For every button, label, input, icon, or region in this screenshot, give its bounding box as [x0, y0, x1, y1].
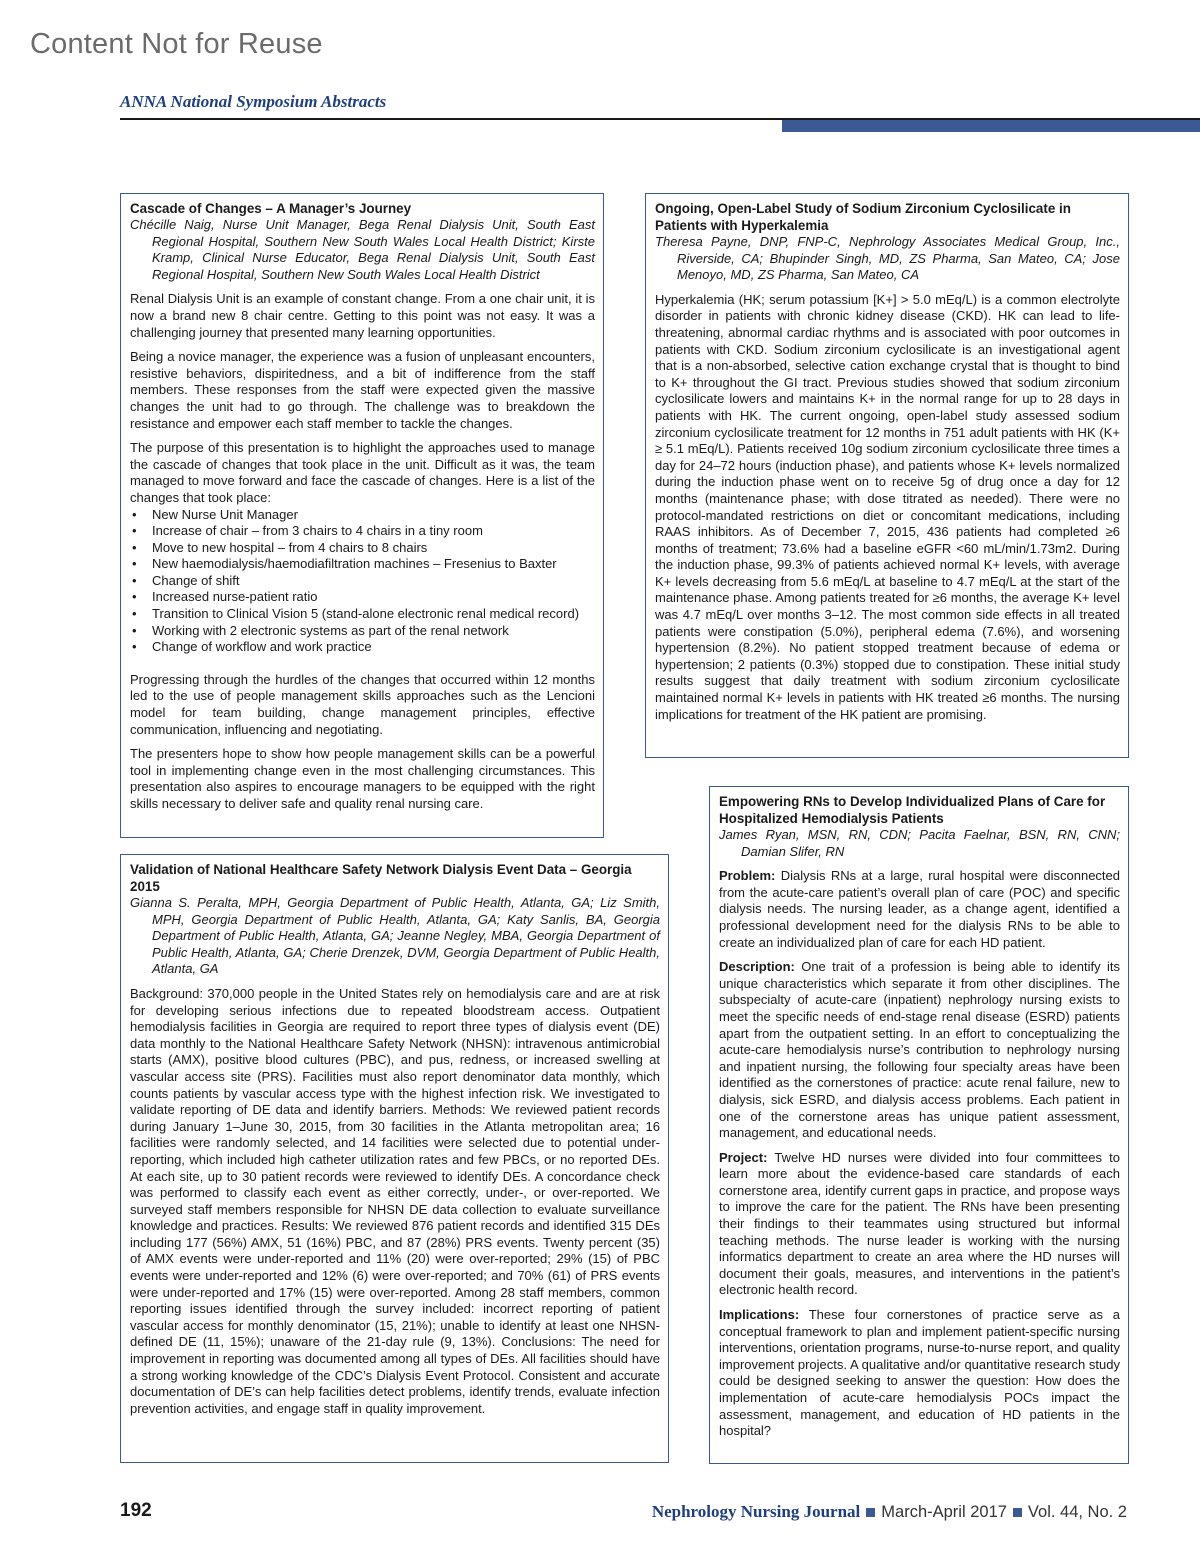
abstract-cascade-of-changes: [120, 193, 604, 838]
page-number: 192: [120, 1500, 152, 1521]
abstract-authors: James Ryan, MSN, RN, CDN; Pacita Faelnar, BSN, RN, CNN; Damian Slifer, RN: [719, 827, 1120, 859]
running-head: ANNA National Symposium Abstracts: [120, 92, 387, 111]
list-item: • Increase of chair – from 3 chairs to 4 chairs in a tiny room: [130, 523, 595, 540]
separator-square-icon: [866, 1508, 875, 1517]
list-item: • New haemodialysis/haemodiafiltration machines – Fresenius to Baxter: [130, 556, 595, 573]
section-label: Implications:: [719, 1307, 800, 1323]
abstract-section-project: [719, 1150, 1120, 1299]
list-item: • Move to new hospital – from 4 chairs to 8 chairs: [130, 540, 595, 557]
watermark: Content Not for Reuse: [30, 28, 323, 60]
abstract-section-description: [719, 959, 1120, 1142]
section-text: Twelve HD nurses were divided into four committees to learn more about the evidence-based care standards of each cornerstone area, identify current gaps in practice, and propose ways to improve the care for the patient. The RNs have been presenting their findings to their teammates using structured but informal teaching methods. The nurse leader is working with the nursing informatics department to create an area where the HD nurses will document their goals, measures, and interventions in the patient’s electronic health record.: [719, 1149, 1120, 1298]
abstract-authors: Theresa Payne, DNP, FNP-C, Nephrology Associates Medical Group, Inc., Riverside, CA; Bhupinder Singh, MD, ZS Pharma, San Mateo, CA; Jose Menoyo, MD, ZS Pharma, San Mateo, CA: [655, 234, 1120, 283]
abstract-authors: Chécille Naig, Nurse Unit Manager, Bega Renal Dialysis Unit, South East Regional Hospital, Southern New South Wales Local Health District; Kirste Kramp, Clinical Nurse Educator, Bega Renal Dialysis Unit, South East Regional Hospital, Southern New South Wales Local Health District: [130, 217, 595, 282]
abstract-hyperkalemia-study: [645, 193, 1129, 758]
abstract-title: Cascade of Changes – A Manager’s Journey: [130, 201, 412, 216]
abstract-nhsn-validation: [120, 854, 669, 1463]
journal-issue: March-April 2017: [881, 1503, 1007, 1521]
section-text: Dialysis RNs at a large, rural hospital were disconnected from the acute-care patient’s overall plan of care (POC) and specific dialysis needs. The nursing leader, as a change agent, identified a professional development need for the dialysis RNs to be able to create an individualized plan of care for each HD patient.: [719, 868, 1120, 950]
abstract-paragraph: The purpose of this presentation is to highlight the approaches used to manage the cascade of changes that took place in the unit. Difficult as it was, the team managed to move forward and face the cascade of changes. Here is a list of the changes that took place:: [130, 440, 595, 505]
journal-footer: [652, 1502, 1127, 1522]
list-item: • Working with 2 electronic systems as part of the renal network: [130, 623, 595, 640]
section-text: One trait of a profession is being able to identify its unique characteristics which separate it from other disciplines. The subspecialty of acute-care (inpatient) nephrology nursing exists to meet the specific needs of end-stage renal disease (ESRD) patients apart from the outpatient setting. In an effort to conceptualizing the acute-care hemodialysis nurse’s contribution to nephrology nursing and inpatient nursing, the following four specialty areas have been identified as the cornerstones of practice: acute renal failure, new to dialysis, sick ESRD, and dialysis access problems. Each patient in one of the cornerstone areas has unique patient assessment, management, and educational needs.: [719, 959, 1120, 1141]
abstract-title: Empowering RNs to Develop Individualized Plans of Care for Hospitalized Hemodialysis Patients: [719, 794, 1106, 826]
journal-volume: Vol. 44, No. 2: [1027, 1503, 1127, 1521]
list-item: • New Nurse Unit Manager: [130, 507, 595, 524]
abstract-paragraph: Being a novice manager, the experience was a fusion of unpleasant encounters, resistive behaviors, dispiritedness, and a bit of indifference from the staff members. These responses from the staff were expected given the massive changes the unit had to go through. The challenge was to breakdown the resistance and empower each staff member to tackle the changes.: [130, 349, 595, 431]
list-item: • Increased nurse-patient ratio: [130, 589, 595, 606]
section-label: Description:: [719, 959, 795, 975]
list-item: • Change of shift: [130, 573, 595, 590]
section-text: These four cornerstones of practice serve as a conceptual framework to plan and implement patient-specific nursing interventions, orientation programs, nurse-to-nurse report, and quality improvement projects. A qualitative and/or quantitative research study could be designed seeking to answer the question: How does the implementation of acute-care hemodialysis POCs impact the assessment, management, and education of HD patients in the hospital?: [719, 1307, 1120, 1439]
abstract-authors: Gianna S. Peralta, MPH, Georgia Department of Public Health, Atlanta, GA; Liz Smith, MPH, Georgia Department of Public Health, Atlanta, GA; Katy Sanlis, BA, Georgia Department of Public Health, Atlanta, GA; Jeanne Negley, MBA, Georgia Department of Public Health, Atlanta, GA; Cherie Drenzek, DVM, Georgia Department of Public Health, Atlanta, GA: [130, 895, 660, 977]
section-label: Project:: [719, 1149, 768, 1165]
abstract-title: Validation of National Healthcare Safety Network Dialysis Event Data – Georgia 2015: [130, 862, 632, 894]
journal-name: Nephrology Nursing Journal: [651, 1502, 861, 1521]
abstract-paragraph: Progressing through the hurdles of the changes that occurred within 12 months led to the use of people management skills approaches such as the Lencioni model for team building, change management principles, effective communication, influencing and negotiating.: [130, 671, 595, 737]
changes-list: [130, 507, 595, 656]
abstract-empowering-rns: [709, 786, 1129, 1464]
separator-square-icon: [1013, 1508, 1022, 1517]
abstract-paragraph: Renal Dialysis Unit is an example of constant change. From a one chair unit, it is now a brand new 8 chair centre. Getting to this point was not easy. It was a challenging journey that presented many learning opportunities.: [130, 291, 595, 340]
abstract-paragraph: The presenters hope to show how people management skills can be a powerful tool in implementing change even in the most challenging circumstances. This presentation also aspires to encourage managers to be equipped with the right skills necessary to deliver safe and quality renal nursing care.: [130, 746, 595, 811]
abstract-section-implications: [719, 1307, 1120, 1440]
abstract-paragraph: Background: 370,000 people in the United States rely on hemodialysis care and are at risk for developing serious infections due to repeated bloodstream access. Outpatient hemodialysis facilities in Georgia are required to report three types of dialysis event (DE) data monthly to the National Healthcare Safety Network (NHSN): intravenous antimicrobial starts (AMX), positive blood cultures (PBC), and pus, redness, or increased swelling at vascular access site (PRS). Facilities must also report denominator data monthly, which counts patients by vascular access type with the highest infection risk. We investigated to validate reporting of DE data and identify barriers. Methods: We reviewed patient records during January 1–June 30, 2015, from 30 facilities in the Atlanta metropolitan area; 16 facilities were randomly selected, and 14 facilities were selected due to potential under-reporting, which included high catheter utilization rates and few PBCs, or no reported DEs. At each site, up to 30 patient records were reviewed to identify DEs. A concordance check was performed to classify each event as either correctly, under-, or over-reported. We surveyed staff members responsible for NHSN DE data collection to evaluate surveillance knowledge and practices. Results: We reviewed 876 patient records and identified 315 DEs including 177 (56%) AMX, 51 (16%) PBC, and 87 (28%) PRS events. Twenty percent (35) of AMX events were under-reported and 11% (20) were over-reported; 29% (15) of PBC events were under-reported and 12% (6) were over-reported; and 70% (61) of PRS events were under-reported and 17% (15) were over-reported. Among 28 staff members, common reporting issues identified through the survey included: incorrect reporting of patient vascular access for monthly denominator (15, 21%); unable to identify at least one NHSN-defined DE (11, 15%); unaware of the 21-day rule (9, 13%). Conclusions: The need for improvement in reporting was documented among all types of DEs. All facilities should have a strong working knowledge of the CDC’s Dialysis Event Protocol. Consistent and accurate documentation of DE’s can help facilities detect problems, identify trends, evaluate infection prevention activities, and engage staff in quality improvement.: [130, 985, 660, 1416]
abstract-section-problem: [719, 868, 1120, 951]
list-item: • Transition to Clinical Vision 5 (stand-alone electronic renal medical record): [130, 606, 595, 623]
list-item: • Change of workflow and work practice: [130, 639, 595, 656]
section-label: Problem:: [719, 868, 776, 884]
abstract-title: Ongoing, Open-Label Study of Sodium Zirconium Cyclosilicate in Patients with Hyperkalemia: [655, 201, 1071, 233]
header-accent-bar: [782, 120, 1200, 132]
abstract-paragraph: Hyperkalemia (HK; serum potassium [K+] > 5.0 mEq/L) is a common electrolyte disorder in patients with chronic kidney disease (CKD). HK can lead to life-threatening, abnormal cardiac rhythms and is associated with poor outcomes in patients with CKD. Sodium zirconium cyclosilicate is an investigational agent that is a non-absorbed, selective cation exchange crystal that is thought to bind to K+ throughout the GI tract. Previous studies showed that sodium zirconium cyclosilicate lowers and maintains K+ in the normal range for up to 28 days in patients with HK. The current ongoing, open-label study assessed sodium zirconium cyclosilicate treatment for 12 months in 751 adult patients with HK (K+ ≥ 5.1 mEq/L). Patients received 10g sodium zirconium cyclosilicate three times a day for 24–72 hours (induction phase), and patients whose K+ levels normalized during the induction phase went on to receive 5g of drug once a day for 12 months (maintenance phase; with dose titrated as needed). There were no protocol-mandated restrictions on diet or concomitant medications, including RAAS inhibitors. As of December 7, 2015, 436 patients had completed ≥6 months of treatment; 73.6% had a baseline eGFR <60 mL/min/1.73m2. During the induction phase, 99.3% of patients achieved normal K+ levels, with average K+ levels decreasing from 5.6 mEq/L at baseline to 4.7 mEq/L at the start of the maintenance phase. Among patients treated for ≥6 months, the average K+ level was 4.7 mEq/L over months 3–12. The most common side effects in all treated patients were constipation (5.0%), peripheral edema (7.6%), and worsening hypertension (8.2%). No patient stopped treatment because of edema or hypertension; 2 patients (0.3%) stopped due to constipation. These initial study results suggest that daily treatment with sodium zirconium cyclosilicate maintained normal K+ levels in patients with HK treated ≥6 months. The nursing implications for treatment of the HK patient are promising.: [655, 291, 1120, 722]
